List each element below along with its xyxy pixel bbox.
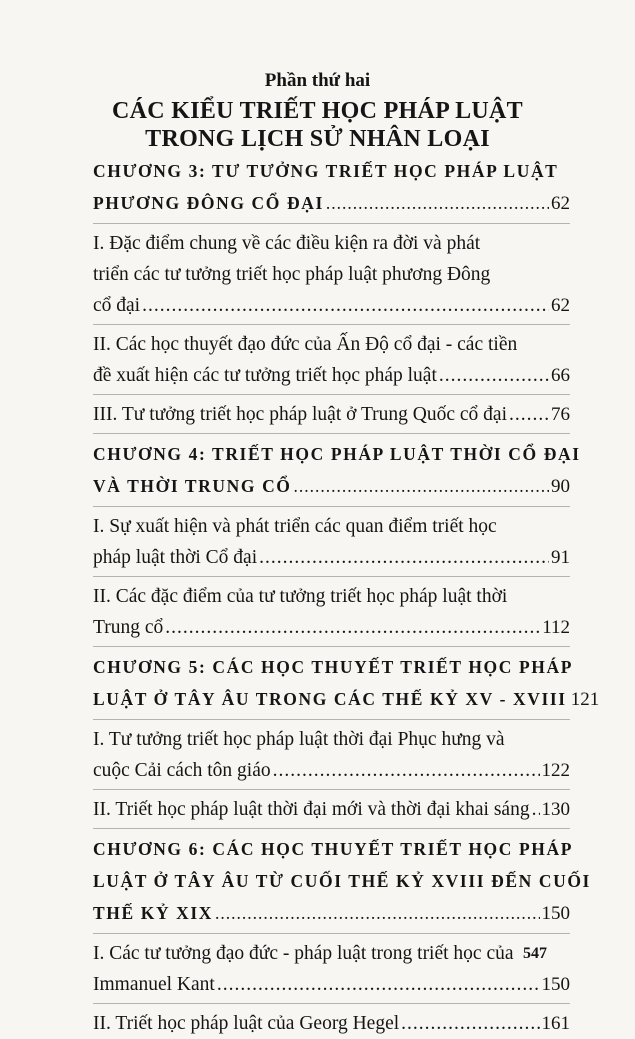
- toc-entry-line: pháp luật thời Cổ đại: [93, 547, 258, 568]
- toc-page-number: 90: [551, 476, 570, 497]
- toc-entry-line: II. Triết học pháp luật của Georg Hegel: [93, 1013, 400, 1034]
- toc-entry-leader-row: [93, 187, 570, 220]
- toc-entry-leader-row: [93, 542, 570, 573]
- toc-chapter-entry: [93, 651, 600, 716]
- toc-entry-leader-row: [93, 470, 570, 503]
- toc-entry-leader-row: [93, 755, 570, 786]
- toc-page-number: 130: [541, 799, 570, 820]
- toc-page-number: 150: [541, 974, 570, 995]
- toc-section-entry: [93, 581, 570, 643]
- toc-page-number: 62: [551, 295, 570, 316]
- leader-dots: [509, 399, 549, 430]
- toc-page-number: 76: [551, 404, 570, 425]
- toc-entry-line: I. Tư tưởng triết học pháp luật thời đại Phục hưng và: [93, 729, 505, 750]
- toc-section-entry: [93, 724, 570, 786]
- toc-page-number: 66: [551, 365, 570, 386]
- toc-section-entry: [93, 511, 570, 573]
- toc-entry-line: II. Các học thuyết đạo đức của Ấn Độ cổ đại - các tiền: [93, 334, 518, 355]
- toc-page-number: 91: [551, 547, 570, 568]
- toc-entry-line: PHƯƠNG ĐÔNG CỔ ĐẠI: [93, 193, 324, 213]
- toc-separator: [93, 789, 570, 790]
- leader-dots: [294, 470, 549, 502]
- toc-entry-line: cuộc Cải cách tôn giáo: [93, 760, 271, 781]
- toc-section-entry: [93, 938, 570, 1000]
- toc-entry-line: Trung cổ: [93, 617, 164, 638]
- toc-page-number: 121: [570, 689, 600, 710]
- toc-entry-line: CHƯƠNG 4: TRIẾT HỌC PHÁP LUẬT THỜI CỔ ĐẠI: [93, 444, 581, 464]
- toc-entry-leader-row: [93, 612, 570, 643]
- toc-separator: [93, 576, 570, 577]
- toc-separator: [93, 1003, 570, 1004]
- part-title: Phần thứ hai: [264, 70, 371, 91]
- toc-section-entry: [93, 399, 570, 430]
- toc-section-entry: [93, 329, 570, 391]
- table-of-contents: [93, 155, 600, 1039]
- toc-separator: [93, 223, 570, 224]
- leader-dots: [165, 612, 540, 643]
- leader-dots: [142, 290, 549, 321]
- section-title-line-1: CÁC KIỂU TRIẾT HỌC PHÁP LUẬT: [112, 98, 523, 124]
- toc-separator: [93, 719, 570, 720]
- toc-entry-leader-row: [93, 794, 570, 825]
- toc-entry-leader-row: [93, 360, 570, 391]
- toc-separator: [93, 433, 570, 434]
- toc-chapter-entry: [93, 155, 570, 220]
- page-number: 547: [523, 945, 547, 962]
- toc-entry-line: II. Triết học pháp luật thời đại mới và thời đại khai sáng: [93, 799, 530, 820]
- leader-dots: [259, 542, 549, 573]
- leader-dots: [215, 897, 539, 929]
- toc-page-number: 112: [542, 617, 570, 638]
- toc-entry-leader-row: [93, 897, 570, 930]
- toc-page-number: 161: [541, 1013, 570, 1034]
- toc-separator: [93, 324, 570, 325]
- toc-entry-line: Immanuel Kant: [93, 974, 215, 995]
- toc-entry-leader-row: [93, 683, 600, 716]
- toc-entry-line: I. Các tư tưởng đạo đức - pháp luật trong triết học của: [93, 943, 514, 964]
- toc-entry-leader-row: [93, 290, 570, 321]
- leader-dots: [273, 755, 540, 786]
- toc-entry-line: đề xuất hiện các tư tưởng triết học pháp luật: [93, 365, 437, 386]
- toc-entry-line: CHƯƠNG 5: CÁC HỌC THUYẾT TRIẾT HỌC PHÁP: [93, 657, 574, 677]
- toc-entry-line: I. Đặc điểm chung về các điều kiện ra đời và phát: [93, 233, 481, 254]
- toc-page-number: 62: [551, 193, 570, 214]
- toc-entry-line: LUẬT Ở TÂY ÂU TỪ CUỐI THẾ KỶ XVIII ĐẾN CUỐI: [93, 871, 591, 891]
- toc-chapter-entry: [93, 438, 581, 503]
- section-title-line-2: TRONG LỊCH SỬ NHÂN LOẠI: [145, 126, 490, 152]
- toc-separator: [93, 646, 570, 647]
- toc-entry-line: triển các tư tưởng triết học pháp luật phương Đông: [93, 264, 491, 285]
- leader-dots: [532, 794, 540, 825]
- toc-entry-line: cổ đại: [93, 295, 141, 316]
- toc-separator: [93, 394, 570, 395]
- toc-entry-leader-row: [93, 969, 570, 1000]
- toc-separator: [93, 828, 570, 829]
- toc-entry-line: I. Sự xuất hiện và phát triển các quan điểm triết học: [93, 516, 497, 537]
- leader-dots: [217, 969, 540, 1000]
- toc-entry-line: LUẬT Ở TÂY ÂU TRONG CÁC THẾ KỶ XV - XVIII: [93, 689, 567, 709]
- leader-dots: [326, 187, 549, 219]
- toc-separator: [93, 933, 570, 934]
- toc-chapter-entry: [93, 833, 591, 930]
- toc-entry-leader-row: [93, 399, 570, 430]
- toc-entry-line: CHƯƠNG 3: TƯ TƯỞNG TRIẾT HỌC PHÁP LUẬT: [93, 161, 559, 181]
- toc-section-entry: [93, 794, 570, 825]
- toc-entry-line: THẾ KỶ XIX: [93, 903, 214, 923]
- toc-page-number: 122: [541, 760, 570, 781]
- toc-entry-line: III. Tư tưởng triết học pháp luật ở Trung Quốc cổ đại: [93, 404, 508, 425]
- toc-section-entry: [93, 228, 570, 321]
- toc-separator: [93, 506, 570, 507]
- leader-dots: [439, 360, 549, 391]
- toc-entry-line: CHƯƠNG 6: CÁC HỌC THUYẾT TRIẾT HỌC PHÁP: [93, 839, 574, 859]
- toc-page-number: 150: [541, 903, 570, 924]
- toc-entry-line: VÀ THỜI TRUNG CỔ: [93, 476, 292, 496]
- toc-entry-line: II. Các đặc điểm của tư tưởng triết học pháp luật thời: [93, 586, 508, 607]
